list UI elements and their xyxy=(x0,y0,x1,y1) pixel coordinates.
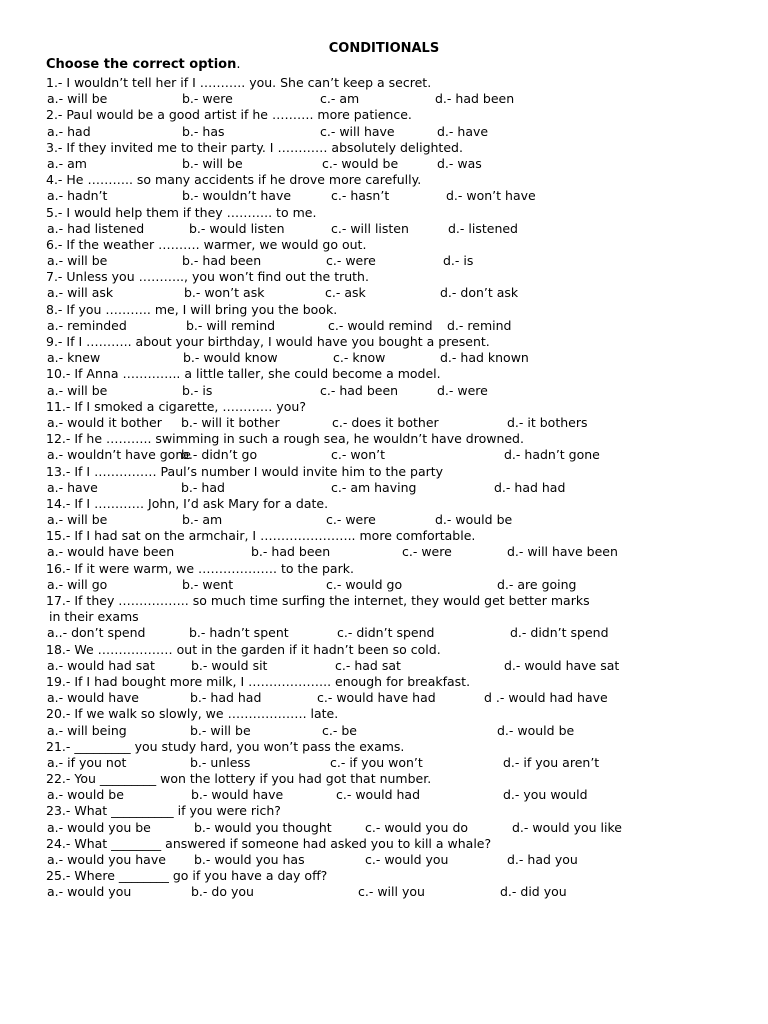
option-c: c.- hasn’t xyxy=(331,188,390,204)
option-a: a.- had listened xyxy=(47,220,145,236)
question-14-options xyxy=(0,512,768,528)
option-a: a.- will be xyxy=(47,253,108,269)
option-b: b.- didn’t go xyxy=(181,447,258,463)
option-b: b.- had xyxy=(181,479,225,495)
option-d: d.- if you aren’t xyxy=(503,754,600,770)
option-c: c.- will have xyxy=(320,123,395,139)
option-c: c.- would you xyxy=(365,852,449,867)
option-c: c.- won’t xyxy=(331,447,385,463)
option-c: c.- will listen xyxy=(331,220,409,236)
question-8 xyxy=(0,302,768,318)
option-c: c.- know xyxy=(333,350,386,366)
option-d: d.- had known xyxy=(440,350,529,366)
option-b: b.- would have xyxy=(191,787,284,803)
option-a: a.- had xyxy=(47,123,91,139)
option-c: c.- had sat xyxy=(335,657,401,673)
instruction xyxy=(46,57,241,73)
question-7 xyxy=(0,269,768,285)
option-b: b.- will be xyxy=(182,155,243,171)
option-a: a.- would had sat xyxy=(47,657,155,673)
option-a: a.- knew xyxy=(47,350,101,366)
question-list xyxy=(0,75,768,901)
question-17-continued xyxy=(0,609,768,625)
option-a: a.- would you have xyxy=(47,852,166,867)
question-stem: 10.- If Anna ………….. a little taller, she could become a model. xyxy=(46,366,441,382)
option-c: c.- if you won’t xyxy=(330,754,423,770)
question-23-options xyxy=(0,820,768,836)
option-b: b.- would sit xyxy=(191,657,268,673)
question-14 xyxy=(0,496,768,512)
option-c: c.- would you do xyxy=(365,819,469,835)
option-c: c.- would remind xyxy=(328,317,433,333)
option-d: d.- didn’t spend xyxy=(510,625,609,641)
option-d: d.- is xyxy=(443,253,474,269)
question-15 xyxy=(0,528,768,544)
option-d: d.- will have been xyxy=(507,544,618,560)
option-d: d.- did you xyxy=(500,884,567,900)
option-d: d.- would have sat xyxy=(504,657,620,673)
option-b: b.- will it bother xyxy=(181,414,280,430)
question-25-options xyxy=(0,884,768,900)
question-stem: 16.- If it were warm, we ………………. to the park. xyxy=(46,560,354,576)
question-3-options xyxy=(0,156,768,172)
option-d: d.- hadn’t gone xyxy=(504,447,600,463)
question-25 xyxy=(0,868,768,884)
question-stem: 4.- He ……….. so many accidents if he drove more carefully. xyxy=(46,172,422,188)
option-b: b.- am xyxy=(182,512,223,528)
option-b: b.- would know xyxy=(183,350,278,366)
option-b: b.- wouldn’t have xyxy=(182,188,292,204)
question-1-options xyxy=(0,91,768,107)
option-a: a.- would it bother xyxy=(47,414,162,430)
question-stem: 24.- What ________ answered if someone had asked you to kill a whale? xyxy=(46,835,492,851)
question-10 xyxy=(0,366,768,382)
option-b: b.- had been xyxy=(251,544,331,560)
question-7-options xyxy=(0,285,768,301)
option-b: b.- went xyxy=(182,576,234,592)
option-a: a.- will go xyxy=(47,576,108,592)
question-18 xyxy=(0,642,768,658)
question-stem: 5.- I would help them if they ……….. to me. xyxy=(46,204,317,220)
option-d: d.- was xyxy=(437,155,482,171)
question-13-options xyxy=(0,480,768,496)
option-d: d.- you would xyxy=(503,787,588,803)
option-a: a.- reminded xyxy=(47,317,127,333)
option-b: b.- would listen xyxy=(189,220,285,236)
option-a: a..- don’t spend xyxy=(47,625,146,641)
question-10-options xyxy=(0,383,768,399)
option-d: d.- are going xyxy=(497,576,577,592)
question-stem: 19.- If I had bought more milk, I ……………….. enough for breakfast. xyxy=(46,673,471,689)
option-a: a.- would you be xyxy=(47,819,151,835)
question-stem: 6.- If the weather ………. warmer, we would go out. xyxy=(46,236,367,252)
option-b: b.- has xyxy=(182,123,225,139)
option-c: c.- didn’t spend xyxy=(337,625,435,641)
question-23 xyxy=(0,803,768,819)
option-a: a.- would have xyxy=(47,690,139,706)
question-stem: 21.- _________ you study hard, you won’t pass the exams. xyxy=(46,738,405,754)
option-b: b.- hadn’t spent xyxy=(189,625,289,641)
question-stem: 17.- If they …………….. so much time surfing the internet, they would get better marks xyxy=(46,593,590,608)
question-stem: 13.- If I …………… Paul’s number I would invite him to the party xyxy=(46,463,444,479)
question-22 xyxy=(0,771,768,787)
option-b: b.- won’t ask xyxy=(184,285,265,301)
question-stem: 15.- If I had sat on the armchair, I ………………….. more comfortable. xyxy=(46,528,476,544)
option-a: a.- am xyxy=(47,155,87,171)
option-c: c.- were xyxy=(326,512,376,528)
option-d: d.- remind xyxy=(447,317,512,333)
option-c: c.- am having xyxy=(331,479,417,495)
question-stem: 2.- Paul would be a good artist if he ………. more patience. xyxy=(46,107,412,123)
option-d: d .- would had have xyxy=(484,690,608,706)
question-stem: 22.- You _________ won the lottery if you had got that number. xyxy=(46,771,432,787)
option-a: a.- have xyxy=(47,479,98,495)
question-stem: 14.- If I ………… John, I’d ask Mary for a date. xyxy=(46,495,329,511)
question-24 xyxy=(0,836,768,852)
question-5-options xyxy=(0,221,768,237)
question-18-options xyxy=(0,658,768,674)
option-a: a.- will be xyxy=(47,91,108,107)
option-d: d.- had had xyxy=(494,479,566,495)
option-a: a.- would have been xyxy=(47,544,175,560)
question-stem: 11.- If I smoked a cigarette, ………… you? xyxy=(46,398,306,414)
question-11-options xyxy=(0,415,768,431)
question-20 xyxy=(0,706,768,722)
option-b: b.- is xyxy=(182,382,213,398)
question-5 xyxy=(0,205,768,221)
question-stem: 1.- I wouldn’t tell her if I ……….. you. She can’t keep a secret. xyxy=(46,75,432,90)
option-c: c.- were xyxy=(326,253,376,269)
question-19-options xyxy=(0,690,768,706)
question-2-options xyxy=(0,124,768,140)
option-c: c.- would have had xyxy=(317,690,436,706)
question-19 xyxy=(0,674,768,690)
option-b: b.- had had xyxy=(190,690,262,706)
question-1 xyxy=(0,75,768,91)
question-20-options xyxy=(0,723,768,739)
option-d: d.- would you like xyxy=(512,819,622,835)
question-3 xyxy=(0,140,768,156)
question-stem: 20.- If we walk so slowly, we ………………. late. xyxy=(46,706,339,722)
question-2 xyxy=(0,107,768,123)
question-stem: 7.- Unless you ……….., you won’t find out the truth. xyxy=(46,269,369,285)
question-stem: 23.- What __________ if you were rich? xyxy=(46,803,281,819)
option-b: b.- unless xyxy=(190,754,251,770)
option-d: d.- had you xyxy=(507,852,578,867)
question-stem: 12.- If he ……….. swimming in such a rough sea, he wouldn’t have drowned. xyxy=(46,431,524,447)
question-12-options xyxy=(0,447,768,463)
worksheet-title: CONDITIONALS xyxy=(328,41,440,56)
option-d: d.- won’t have xyxy=(446,188,536,204)
question-13 xyxy=(0,464,768,480)
question-stem: 25.- Where ________ go if you have a day off? xyxy=(46,868,328,884)
option-d: d.- were xyxy=(437,382,488,398)
question-9 xyxy=(0,334,768,350)
question-17-options xyxy=(0,625,768,641)
question-6 xyxy=(0,237,768,253)
option-b: b.- were xyxy=(182,91,233,107)
option-a: a.- will ask xyxy=(47,285,114,301)
option-c: c.- would go xyxy=(326,576,403,592)
question-stem-continued: in their exams xyxy=(49,609,139,625)
question-11 xyxy=(0,399,768,415)
option-d: d.- had been xyxy=(435,91,515,107)
question-22-options xyxy=(0,787,768,803)
option-c: c.- am xyxy=(320,91,360,107)
option-d: d.- would be xyxy=(435,512,513,528)
option-a: a.- will be xyxy=(47,512,108,528)
option-c: c.- would had xyxy=(336,787,421,803)
option-c: c.- would be xyxy=(322,155,399,171)
question-9-options xyxy=(0,350,768,366)
option-b: b.- had been xyxy=(182,253,262,269)
option-c: c.- were xyxy=(402,544,452,560)
option-b: b.- would you thought xyxy=(194,819,332,835)
instruction-period: . xyxy=(236,57,241,72)
question-4-options xyxy=(0,188,768,204)
question-12 xyxy=(0,431,768,447)
option-a: a.- would be xyxy=(47,787,124,803)
option-c: c.- had been xyxy=(320,382,399,398)
option-a: a.- will be xyxy=(47,382,108,398)
question-stem: 3.- If they invited me to their party. I ………… absolutely delighted. xyxy=(46,139,463,155)
question-21 xyxy=(0,739,768,755)
option-a: a.- hadn’t xyxy=(47,188,108,204)
option-a: a.- if you not xyxy=(47,754,127,770)
question-4 xyxy=(0,172,768,188)
question-stem: 18.- We ……………… out in the garden if it hadn’t been so cold. xyxy=(46,641,441,657)
question-stem: 8.- If you ……….. me, I will bring you the book. xyxy=(46,301,338,317)
option-a: a.- will being xyxy=(47,722,127,738)
option-d: d.- don’t ask xyxy=(440,285,519,301)
question-6-options xyxy=(0,253,768,269)
option-b: b.- will remind xyxy=(186,317,276,333)
option-d: d.- listened xyxy=(448,220,518,236)
option-b: b.- would you has xyxy=(194,852,305,867)
option-a: a.- would you xyxy=(47,884,132,900)
question-8-options xyxy=(0,318,768,334)
question-16 xyxy=(0,561,768,577)
option-c: c.- be xyxy=(322,722,357,738)
question-stem: 9.- If I ……….. about your birthday, I would have you bought a present. xyxy=(46,334,490,349)
question-17 xyxy=(0,593,768,609)
option-d: d.- would be xyxy=(497,722,575,738)
option-b: b.- do you xyxy=(191,884,254,900)
option-c: c.- ask xyxy=(325,285,366,301)
instruction-text: Choose the correct option xyxy=(46,57,237,72)
option-b: b.- will be xyxy=(190,722,251,738)
option-d: d.- have xyxy=(437,123,489,139)
question-16-options xyxy=(0,577,768,593)
option-c: c.- will you xyxy=(358,884,425,900)
question-15-options xyxy=(0,544,768,560)
option-c: c.- does it bother xyxy=(332,414,439,430)
question-24-options xyxy=(0,852,768,868)
question-21-options xyxy=(0,755,768,771)
option-a: a.- wouldn’t have gone xyxy=(47,447,191,463)
option-d: d.- it bothers xyxy=(507,414,588,430)
